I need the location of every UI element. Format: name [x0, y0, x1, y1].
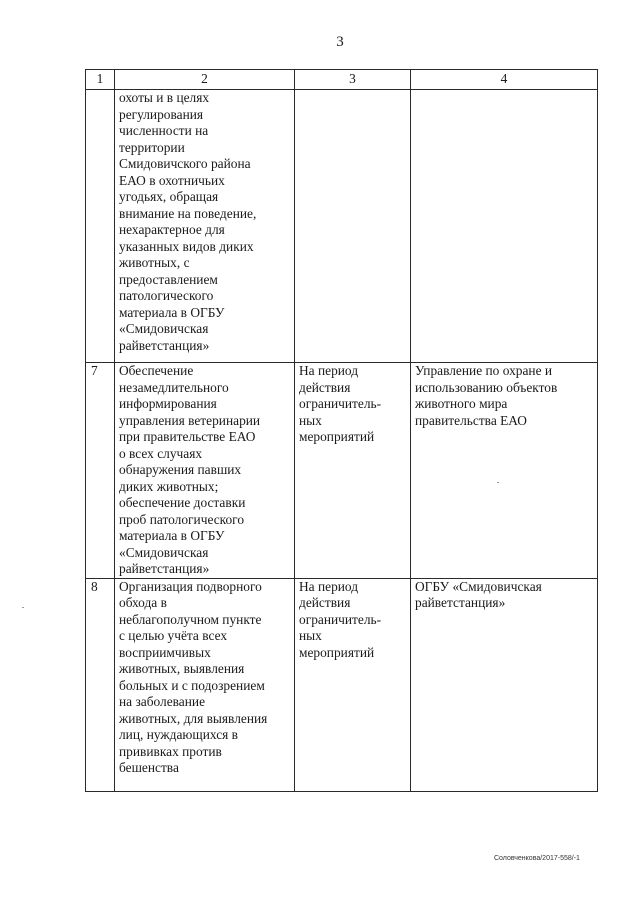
header-cell-4: 4 — [411, 70, 598, 90]
responsible-text: ОГБУ «Смидовичская райветстанция» — [415, 578, 542, 610]
table-row — [86, 90, 598, 363]
period-cell — [295, 363, 411, 579]
measure-text: охоты и в целях регулирования численности на территории Смидовичского района ЕАО в охотничьих угодьях, обращая внимание на поведение, нехарактерное для указанных видов диких животных, с предоставлением патологического материала в ОГБУ «Смидовичская райветстанция» — [119, 90, 257, 353]
table-header-row — [86, 70, 598, 90]
period-cell — [295, 90, 411, 363]
responsible-cell — [411, 363, 598, 579]
header-cell-2: 2 — [115, 70, 295, 90]
row-number — [86, 90, 115, 363]
period-text: На период действия ограничитель- ных мероприятий — [299, 363, 382, 444]
period-cell — [295, 578, 411, 791]
responsible-cell — [411, 578, 598, 791]
responsible-text: Управление по охране и использованию объектов животного мира правительства ЕАО — [415, 363, 558, 428]
measure-cell — [115, 90, 295, 363]
page-number: 3 — [336, 34, 344, 50]
header-cell-3: 3 — [295, 70, 411, 90]
row-number: 8 — [86, 578, 115, 791]
measure-text: Организация подворного обхода в неблагополучном пункте с целью учёта всех восприимчивых животных, выявления больных и с подозрением на заболевание животных, для выявления лиц, нуждающихся в прививках против бешенства — [119, 578, 268, 775]
measures-table — [85, 69, 598, 792]
measure-text: Обеспечение незамедлительного информирования управления ветеринарии при правительстве ЕАО о всех случаях обнаружения павших диких животных; обеспечение доставки проб патологического материала в ОГБУ «Смидовичская райветстанция» — [119, 363, 261, 576]
measure-cell — [115, 578, 295, 791]
measure-cell — [115, 363, 295, 579]
footer-document-code: Соловченкова/2017-558/-1 — [494, 855, 580, 862]
table-row — [86, 363, 598, 579]
header-cell-1: 1 — [86, 70, 115, 90]
scan-speck — [497, 482, 499, 483]
period-text: На период действия ограничитель- ных мероприятий — [299, 578, 382, 660]
responsible-cell — [411, 90, 598, 363]
table-row — [86, 578, 598, 791]
row-number: 7 — [86, 363, 115, 579]
scan-speck — [22, 607, 24, 608]
